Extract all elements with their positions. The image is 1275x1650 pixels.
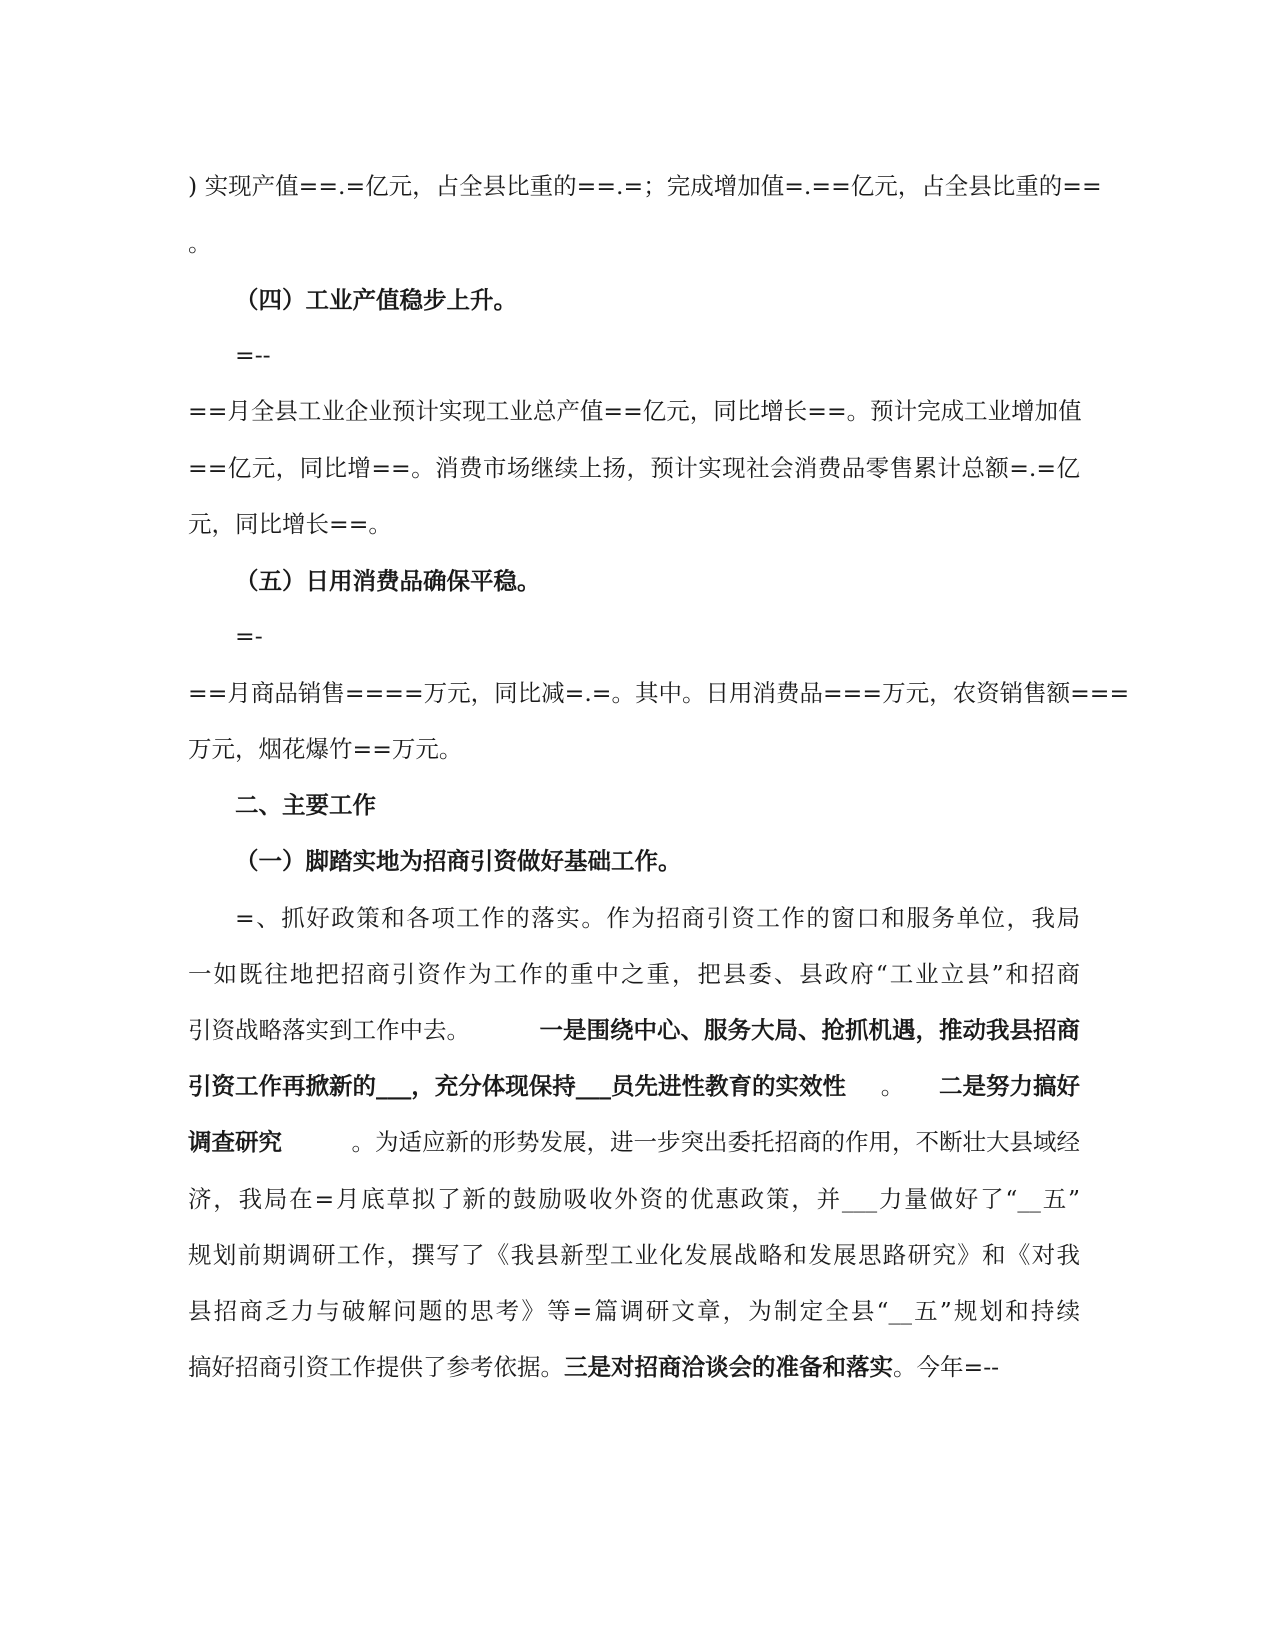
paragraph-line: 县招商乏力与破解问题的思考》等=篇调研文章，为制定全县“__五”规划和持续 <box>188 1297 1080 1325</box>
emphasis-run: 一是围绕中心、服务大局、抢抓机遇，推动我县招商 <box>539 1016 1080 1044</box>
chapter-heading: 二、主要工作 <box>235 791 376 819</box>
paragraph-line: 规划前期调研工作，撰写了《我县新型工业化发展战略和发展思路研究》和《对我 <box>188 1241 1080 1269</box>
paragraph-line: ==亿元，同比增==。消费市场继续上扬，预计实现社会消费品零售累计总额=.=亿 <box>188 454 1080 482</box>
text-run: 引资战略落实到工作中去。 <box>188 1016 470 1044</box>
paragraph-line: ==月商品销售====万元，同比减=.=。其中。日用消费品===万元，农资销售额=== <box>188 679 1130 707</box>
paragraph-line: ) 实现产值==.=亿元，占全县比重的==.=；完成增加值=.==亿元，占全县比重的== <box>188 172 1102 200</box>
paragraph-line: =-- <box>235 341 271 369</box>
text-run: 搞好招商引资工作提供了参考依据。 <box>188 1353 564 1381</box>
section-heading: （一）脚踏实地为招商引资做好基础工作。 <box>235 847 682 875</box>
paragraph-line: =- <box>235 622 263 650</box>
paragraph-line: 济，我局在=月底草拟了新的鼓励吸收外资的优惠政策，并___力量做好了“__五” <box>188 1185 1080 1213</box>
text-run: 。 <box>880 1072 905 1100</box>
emphasis-run: 三是对招商洽谈会的准备和落实 <box>564 1353 893 1381</box>
section-heading: （五）日用消费品确保平稳。 <box>235 567 541 595</box>
paragraph-line <box>188 1352 999 1382</box>
paragraph-line: 。 <box>188 229 212 257</box>
emphasis-run: 引资工作再掀新的___，充分体现保持___员先进性教育的实效性 <box>188 1072 846 1100</box>
paragraph-line: ==月全县工业企业预计实现工业总产值==亿元，同比增长==。预计完成工业增加值 <box>188 397 1082 425</box>
paragraph-line: 元，同比增长==。 <box>188 510 392 538</box>
emphasis-run: 调查研究 <box>188 1128 282 1156</box>
paragraph-line: 万元，烟花爆竹==万元。 <box>188 735 463 763</box>
section-heading: （四）工业产值稳步上升。 <box>235 286 517 314</box>
emphasis-run: 二是努力搞好 <box>939 1072 1080 1100</box>
paragraph-line <box>188 1071 1080 1101</box>
paragraph-line: =、抓好政策和各项工作的落实。作为招商引资工作的窗口和服务单位，我局 <box>235 904 1080 932</box>
text-run: 。今年=-- <box>893 1353 1000 1381</box>
text-run: 。为适应新的形势发展，进一步突出委托招商的作用，不断壮大县域经 <box>351 1128 1080 1156</box>
paragraph-line <box>188 1015 1080 1045</box>
paragraph-line: 一如既往地把招商引资作为工作的重中之重，把县委、县政府“工业立县”和招商 <box>188 960 1080 988</box>
paragraph-line <box>188 1127 1080 1157</box>
